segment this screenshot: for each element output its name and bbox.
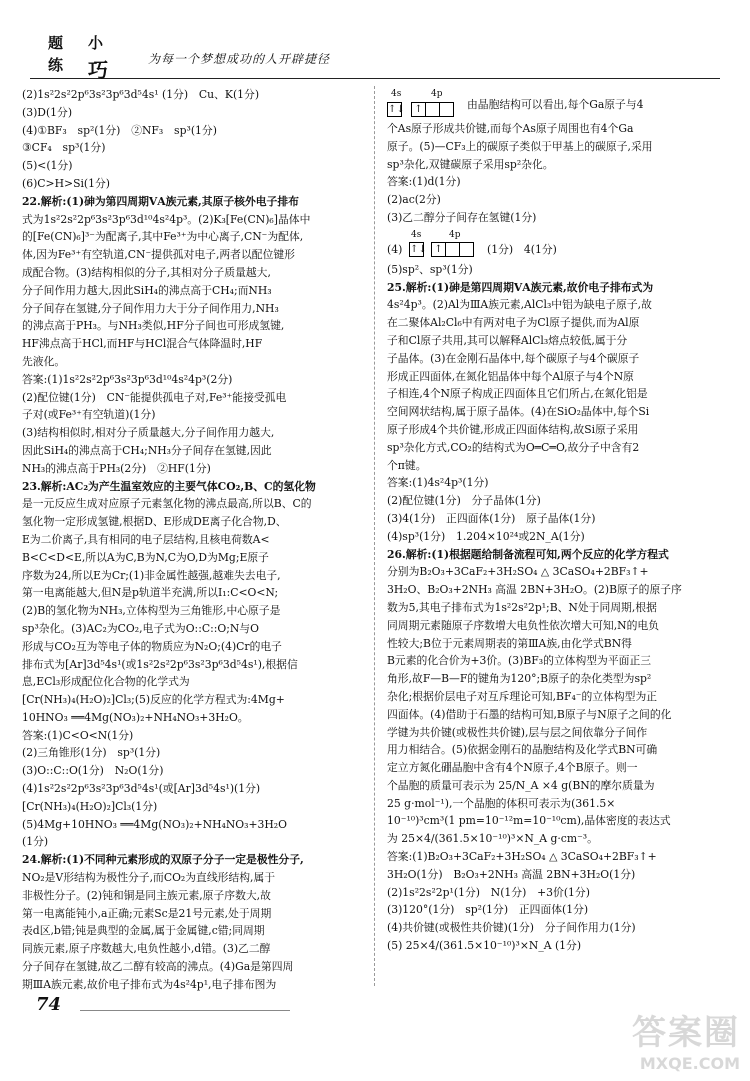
text-line: 子晶体。(3)在金刚石晶体中,每个碳原子与4个碳原子 (387, 351, 640, 365)
text-line: 数为5,其电子排布式为1s²2s²2p¹;B、N处于同周期,根据 (387, 600, 657, 614)
text-line: (3)O::C::O(1分) N₂O(1分) (22, 764, 164, 778)
text-line: 形成正四面体,在氮化铝晶体中每个Al原子与4个N原 (387, 369, 634, 383)
left-column (22, 86, 362, 994)
text-line: (5)<(1分) (22, 159, 73, 173)
right-column (387, 86, 727, 955)
text-line: 子相连,4个N原子构成正四面体且它们所占,在氮化铝是 (387, 387, 648, 401)
text-line: 答案:(1)C<O<N(1分) (22, 728, 134, 742)
text-line: 10HNO₃ ══4Mg(NO₃)₂+NH₄NO₃+3H₂O。 (22, 710, 249, 724)
text-line: (3)乙二醇分子间存在氢键(1分) (387, 210, 537, 224)
watermark-logo (632, 1005, 740, 1073)
text-line: 为 25×4/(361.5×10⁻¹⁰)³×N_A g·cm⁻³。 (387, 832, 598, 846)
page-header (30, 30, 720, 82)
text-line: NO₂是V形结构为极性分子,而CO₂为直线形结构,属于 (22, 871, 276, 885)
text-line: 形成与CO₂互为等电子体的物质应为N₂O;(4)Cr的电子 (22, 639, 282, 653)
orbital-label-4p: 4p (431, 89, 443, 99)
text-line: (4)sp³(1分) 1.204×10²⁴或2N_A(1分) (387, 529, 585, 543)
text-line: 第一电离能越大,但N是p轨道半充满,所以I₁:C<O<N; (22, 586, 279, 600)
orbital-box (445, 242, 460, 257)
text-line: 10⁻¹⁰)³cm³(1 pm=10⁻¹²m=10⁻¹⁰cm),晶体密度的表达式 (387, 814, 671, 828)
logo-char: 小 (88, 34, 104, 52)
text-line: 空间网状结构,属于原子晶体。(4)在SiO₂晶体中,每个Si (387, 405, 650, 419)
text-line: [Cr(NH₃)₄(H₂O)₂]Cl₃;(5)反应的化学方程式为:4Mg+ (22, 693, 285, 707)
text-line: (2)ac(2分) (387, 193, 441, 207)
logo-char: 题 (48, 34, 64, 52)
column-divider (374, 86, 375, 986)
text-line: 四面体。(4)借助于石墨的结构可知,B原子与N原子之间的化 (387, 707, 672, 721)
text-line: (6)C>H>Si(1分) (22, 176, 111, 190)
text-line: (2)配位键(1分) CN⁻能提供孤电子对,Fe³⁺能接受孤电 (22, 390, 287, 404)
text-line: (1分) 4(1分) (487, 242, 557, 256)
text-line: 答案:(1)1s²2s²2p⁶3s²3p⁶3d¹⁰4s²4p³(2分) (22, 372, 233, 386)
text-line: 序数为24,所以E为Cr;(1)非金属性越强,越难失去电子, (22, 568, 281, 582)
text-line: HF沸点高于HCl,而HF与HCl混合气体降温时,HF (22, 337, 263, 351)
watermark-text: 答案圈 (632, 1013, 740, 1053)
text-line: (2)配位键(1分) 分子晶体(1分) (387, 494, 541, 508)
page-footer (28, 992, 278, 1018)
text-line: 定立方氮化硼晶胞中含有4个N原子,4个B原子。则一 (387, 761, 638, 775)
text-line: 因此SiH₄的沸点高于CH₄;NH₃分子间存在氢键,因此 (22, 443, 272, 457)
text-line: 原子形成4个共价键,形成正四面体结构,故Si原子采用 (387, 422, 639, 436)
text-line: 26.解析:(1)根据题给制备流程可知,两个反应的化学方程式 (387, 547, 669, 561)
text-line: NH₃的沸点高于PH₃(2分) ②HF(1分) (22, 461, 211, 475)
text-line: (1分) (22, 835, 49, 849)
text-line: 息,ECl₃形成配位化合物的化学式为 (22, 675, 190, 689)
text-line: (2)三角锥形(1分) sp³(1分) (22, 746, 161, 760)
text-line: sp³杂化方式,CO₂的结构式为O═C═O,故分子中含有2 (387, 440, 640, 454)
footer-rule (80, 1010, 290, 1011)
orbital-label-4s: 4s (391, 89, 402, 99)
text-line: 分子间存在氢键,故乙二醇有较高的沸点。(4)Ga是第四周 (22, 960, 294, 974)
text-line: (5)sp²、sp³(1分) (387, 262, 473, 276)
text-line: 学键为共价键(或极性共价键),层与层之间依靠分子间作 (387, 725, 648, 739)
text-line: 在二聚体Al₂Cl₆中有两对电子为Cl原子提供,而为Al原 (387, 316, 640, 330)
text-line: (5) 25×4/(361.5×10⁻¹⁰)³×N_A (1分) (387, 939, 582, 953)
text-line: 子和Cl原子共用,其可以解释AlCl₃熔点较低,属于分 (387, 333, 628, 347)
text-line: 3H₂O、B₂O₃+2NH₃ 高温 2BN+3H₂O。(2)B原子的原子序 (387, 583, 682, 597)
text-line: 先液化。 (22, 354, 66, 368)
orbital-box (425, 102, 440, 117)
text-line: [Cr(NH₃)₄(H₂O)₂]Cl₃(1分) (22, 799, 158, 813)
text-line: 式为1s²2s²2p⁶3s²3p⁶3d¹⁰4s²4p³。(2)K₃[Fe(CN)₆]晶体中 (22, 212, 311, 226)
text-line: 答案:(1)B₂O₃+3CaF₂+3H₂SO₄ △ 3CaSO₄+2BF₃↑+ (387, 850, 657, 864)
text-line: (3)结构相似时,相对分子质量越大,分子间作用力越大, (22, 426, 275, 440)
orbital-box (459, 242, 474, 257)
page-number: 74 (36, 994, 62, 1015)
orbital-box: ↑ (411, 102, 426, 117)
text-line: 由晶胞结构可以看出,每个Ga原子与4 (467, 98, 644, 111)
orbital-box: ↑↓ (410, 244, 427, 256)
text-line: 的沸点高于PH₃。与NH₃类似,HF分子间也可形成氢键, (22, 319, 285, 333)
text-line: 子对(或Fe³⁺有空轨道)(1分) (22, 408, 156, 422)
text-line: 成配合物。(3)结构相似的分子,其相对分子质量越大, (22, 265, 271, 279)
text-line: 答案:(1)4s²4p³(1分) (387, 476, 489, 490)
orbital-box: ↑ (431, 242, 446, 257)
orbital-diagram-answer (387, 227, 727, 261)
orbital-box: ↑↓ (388, 103, 405, 115)
watermark-url: MXQE.COM (639, 1054, 740, 1073)
text-line: 22.解析:(1)砷为第四周期ⅤA族元素,其原子核外电子排布 (22, 194, 299, 208)
text-line: (3)4(1分) 正四面体(1分) 原子晶体(1分) (387, 511, 596, 525)
text-line: 同周期元素随原子序数增大电负性依次增大可知,N的电负 (387, 618, 660, 632)
text-line: 体,因为Fe³⁺有空轨道,CN⁻提供孤对电子,两者以配位键形 (22, 248, 295, 262)
text-line: sp³杂化,双键碳原子采用sp²杂化。 (387, 157, 554, 171)
text-line: 3H₂O(1分) B₂O₃+2NH₃ 高温 2BN+3H₂O(1分) (387, 867, 636, 881)
text-line: 非极性分子。(2)钝和铜是同主族元素,原子序数大,故 (22, 888, 271, 902)
text-line: 答案:(1)d(1分) (387, 175, 461, 189)
text-line: (3)120°(1分) sp²(1分) 正四面体(1分) (387, 903, 589, 917)
text-line: 个As原子形成共价键,而每个As原子周围也有4个Ga (387, 122, 634, 135)
header-slogan: 为每一个梦想成功的人开辟捷径 (148, 52, 331, 66)
text-line: B元素的化合价为+3价。(3)BF₃的立体构型为平面正三 (387, 654, 652, 668)
text-line: 第一电离能钝小,a正确;元素Sc是21号元素,处于周期 (22, 906, 272, 920)
text-line: 25.解析:(1)砷是第四周期ⅤA族元素,故价电子排布式为 (387, 280, 654, 294)
orbital-label-4s: 4s (411, 229, 422, 240)
text-line: E为二价离子,具有相同的电子层结构,且核电荷数A< (22, 532, 270, 546)
text-line: (2)1s²2s²2p⁶3s²3p⁶3d⁵4s¹ (1分) Cu、K(1分) (22, 88, 260, 101)
text-line: (2)1s²2s²2p¹(1分) N(1分) +3价(1分) (387, 885, 590, 899)
text-line: (4)①BF₃ sp²(1分) ②NF₃ sp³(1分) (22, 123, 217, 137)
text-line: (4)共价键(或极性共价键)(1分) 分子间作用力(1分) (387, 921, 636, 935)
text-line: ③CF₄ sp³(1分) (22, 141, 106, 155)
text-line: 分别为B₂O₃+3CaF₂+3H₂SO₄ △ 3CaSO₄+2BF₃↑+ (387, 565, 649, 579)
content-columns (22, 86, 732, 991)
text-line: 的[Fe(CN)₆]³⁻为配离子,其中Fe³⁺为中心离子,CN⁻为配体, (22, 230, 304, 244)
logo-char: 练 (48, 56, 64, 74)
text-line: (4) (387, 242, 403, 256)
orbital-label-4p: 4p (449, 229, 461, 240)
text-line: 用力相结合。(5)依据金刚石的晶胞结构及化学式BN可确 (387, 743, 658, 757)
text-line: 24.解析:(1)不同种元素形成的双原子分子一定是极性分子, (22, 853, 304, 867)
text-line: 分子间作用力越大,因此SiH₄的沸点高于CH₄;而NH₃ (22, 283, 272, 297)
text-line: 个晶胞的质量可表示为 25/N_A ×4 g(BN的摩尔质量为 (387, 778, 655, 792)
text-line: sp³杂化。(3)AC₂为CO₂,电子式为O::C::O;N与O (22, 621, 259, 635)
text-line: 25 g·mol⁻¹),一个晶胞的体积可表示为(361.5× (387, 796, 616, 810)
text-line: (2)B的氢化物为NH₃,立体构型为三角锥形,中心原子是 (22, 604, 281, 618)
text-line: B<C<D<E,所以A为C,B为N,C为O,D为Mg;E原子 (22, 550, 269, 564)
text-line: 23.解析:AC₂为产生温室效应的主要气体CO₂,B、C的氢化物 (22, 479, 316, 493)
text-line: 角形,故F—B—F的键角为120°;B原子的杂化类型为sp² (387, 672, 652, 686)
text-line: 排布式为[Ar]3d⁵4s¹(或1s²2s²2p⁶3s²3p⁶3d⁵4s¹),根据信 (22, 657, 298, 671)
orbital-box (439, 102, 454, 117)
text-line: 分子间存在氢键,分子间作用力大于分子间作用力,NH₃ (22, 301, 279, 315)
text-line: 是一元反应生成对应原子元素氢化物的沸点最高,所以B、C的 (22, 497, 312, 511)
text-line: 个π键。 (387, 458, 427, 472)
text-line: 期ⅢA族元素,故价电子排布式为4s²4p¹,电子排布图为 (22, 977, 277, 991)
text-line: 表d区,b错;钝是典型的金属,属于金属键,c错;同周期 (22, 924, 265, 938)
text-line: 杂化;根据价层电子对互斥理论可知,BF₄⁻的立体构型为正 (387, 689, 658, 703)
text-line: (3)D(1分) (22, 105, 73, 119)
logo (48, 32, 124, 82)
orbital-diagram-ga (387, 86, 727, 120)
text-line: (5)4Mg+10HNO₃ ══4Mg(NO₃)₂+NH₄NO₃+3H₂O (22, 817, 287, 831)
text-line: (4)1s²2s²2p⁶3s²3p⁶3d⁵4s¹(或[Ar]3d⁵4s¹)(1分) (22, 782, 261, 796)
text-line: 原子。(5)—CF₃上的碳原子类似于甲基上的碳原子,采用 (387, 139, 653, 153)
text-line: 性较大;B位于元素周期表的第ⅢA族,由化学式BN得 (387, 636, 632, 650)
text-line: 4s²4p³。(2)Al为ⅢA族元素,AlCl₃中铝为缺电子原子,故 (387, 298, 652, 312)
logo-char: 巧 (88, 58, 108, 82)
text-line: 同族元素,原子序数越大,电负性越小,d错。(3)乙二醇 (22, 942, 271, 956)
text-line: 氢化物一定形成氢键,根据D、E形成DE离子化合物,D、 (22, 515, 287, 529)
